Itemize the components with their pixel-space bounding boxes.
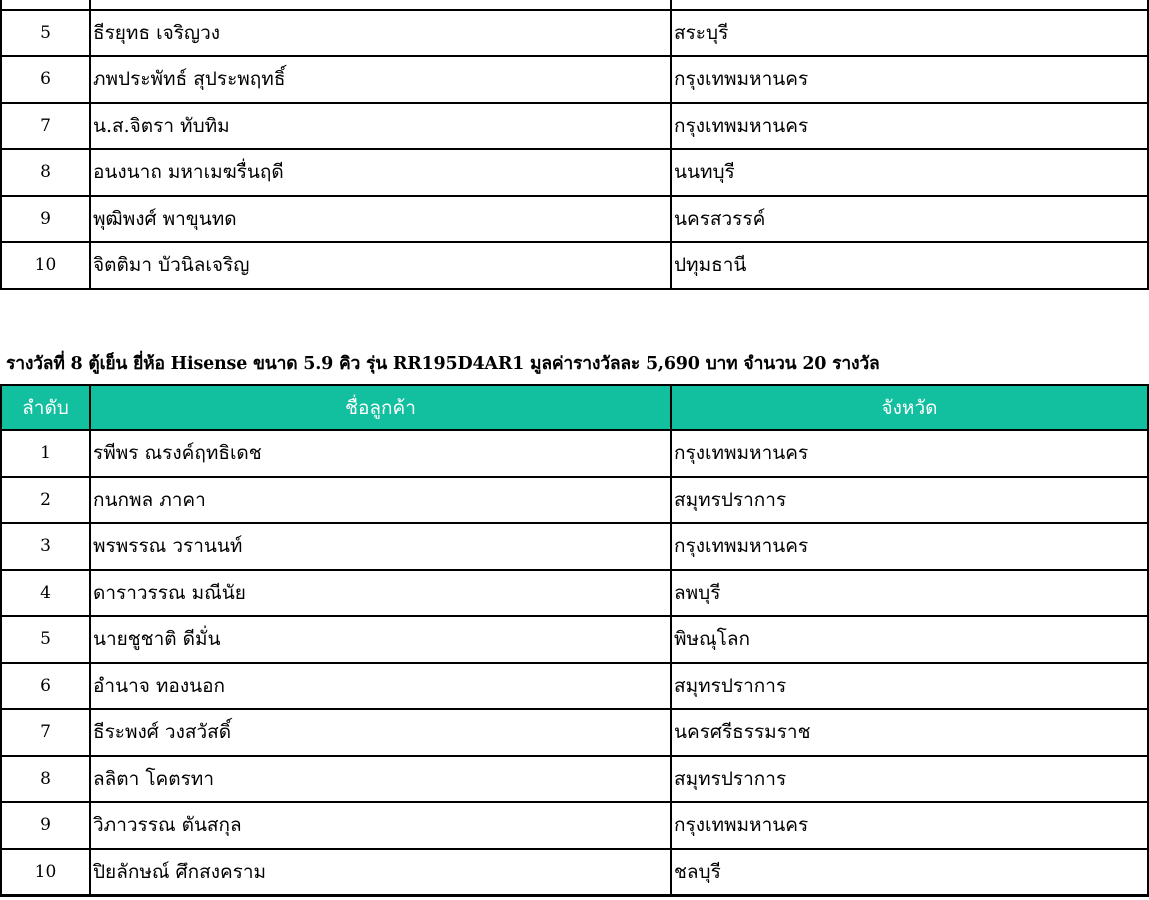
province: สมุทรปราการ: [671, 477, 1148, 524]
province: ปทุมธานี: [671, 242, 1148, 289]
customer-name: กนกพล ภาคา: [90, 477, 671, 524]
customer-name: ภพประพัทธ์ สุประพฤทธิ์: [90, 56, 671, 103]
province: ชลบุรี: [671, 849, 1148, 896]
province: สมุทรปราการ: [671, 756, 1148, 803]
table-row: [1, 709, 1148, 756]
table-row: [1, 430, 1148, 477]
table-row: [1, 0, 1148, 10]
customer-name: อำนาจ ทองนอก: [90, 663, 671, 710]
customer-name: อนงนาถ มหาเมฆรื่นฤดี: [90, 149, 671, 196]
table-row: [1, 849, 1148, 896]
province: กรุงเทพมหานคร: [671, 523, 1148, 570]
column-header-number: ลำดับ: [1, 385, 90, 430]
row-number: 4: [1, 570, 90, 617]
province: [671, 0, 1148, 10]
province: นนทบุรี: [671, 149, 1148, 196]
customer-name: ธีระพงศ์ วงสวัสดิ์: [90, 709, 671, 756]
row-number: 8: [1, 149, 90, 196]
province: พิษณุโลก: [671, 616, 1148, 663]
province: สมุทรปราการ: [671, 663, 1148, 710]
table-row: [1, 802, 1148, 849]
customer-name: วิภาวรรณ ตันสกุล: [90, 802, 671, 849]
customer-name: รพีพร ณรงค์ฤทธิเดช: [90, 430, 671, 477]
table-row: [1, 663, 1148, 710]
customer-name: น.ส.จิตรา ทับทิม: [90, 103, 671, 150]
customer-name: พรพรรณ วรานนท์: [90, 523, 671, 570]
winners-table-previous: [0, 0, 1149, 290]
customer-name: [90, 0, 671, 10]
table-row: [1, 616, 1148, 663]
table-row: [1, 56, 1148, 103]
province: กรุงเทพมหานคร: [671, 56, 1148, 103]
province: กรุงเทพมหานคร: [671, 802, 1148, 849]
table-row: [1, 523, 1148, 570]
table-row: [1, 242, 1148, 289]
customer-name: ลลิตา โคตรทา: [90, 756, 671, 803]
row-number: 7: [1, 103, 90, 150]
province: ลพบุรี: [671, 570, 1148, 617]
row-number: 6: [1, 663, 90, 710]
row-number: 10: [1, 242, 90, 289]
row-number: 3: [1, 523, 90, 570]
table-row: [1, 103, 1148, 150]
row-number: 8: [1, 756, 90, 803]
customer-name: นายชูชาติ ดีมั่น: [90, 616, 671, 663]
table-row: [1, 149, 1148, 196]
table-header-row: [1, 385, 1148, 430]
row-number: 5: [1, 616, 90, 663]
column-header-province: จังหวัด: [671, 385, 1148, 430]
customer-name: จิตติมา บัวนิลเจริญ: [90, 242, 671, 289]
row-number: 6: [1, 56, 90, 103]
table-row: [1, 10, 1148, 57]
row-number: 9: [1, 802, 90, 849]
customer-name: ธีรยุทธ เจริญวง: [90, 10, 671, 57]
row-number: [1, 0, 90, 10]
customer-name: พุฒิพงศ์ พาขุนทด: [90, 196, 671, 243]
column-header-name: ชื่อลูกค้า: [90, 385, 671, 430]
province: กรุงเทพมหานคร: [671, 430, 1148, 477]
table-row: [1, 756, 1148, 803]
row-number: 7: [1, 709, 90, 756]
customer-name: ดาราวรรณ มณีนัย: [90, 570, 671, 617]
table-row: [1, 196, 1148, 243]
row-number: 5: [1, 10, 90, 57]
row-number: 10: [1, 849, 90, 896]
province: กรุงเทพมหานคร: [671, 103, 1148, 150]
row-number: 1: [1, 430, 90, 477]
table-row: [1, 570, 1148, 617]
customer-name: ปิยลักษณ์ ศึกสงคราม: [90, 849, 671, 896]
table-row: [1, 477, 1148, 524]
province: นครสวรรค์: [671, 196, 1148, 243]
winners-table-prize-8: [0, 384, 1149, 897]
row-number: 2: [1, 477, 90, 524]
prize-heading: รางวัลที่ 8 ตู้เย็น ยี่ห้อ Hisense ขนาด 5.9 คิว รุ่น RR195D4AR1 มูลค่ารางวัลละ 5,690 บาท จำนวน 20 รางวัล: [6, 354, 880, 374]
province: นครศรีธรรมราช: [671, 709, 1148, 756]
row-number: 9: [1, 196, 90, 243]
province: สระบุรี: [671, 10, 1148, 57]
